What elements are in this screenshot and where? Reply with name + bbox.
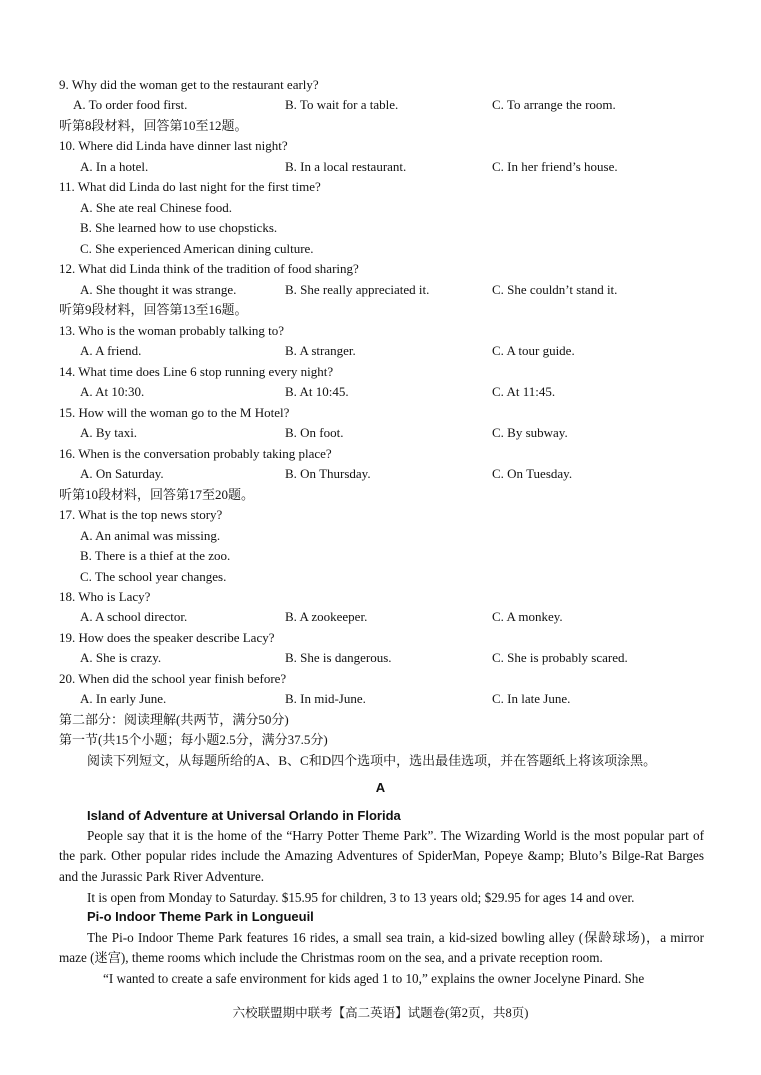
passage-letter: A: [375, 780, 386, 795]
option-b: B. She is dangerous.: [285, 650, 392, 665]
option-a: A. A friend.: [80, 343, 142, 358]
option-a: A. She is crazy.: [80, 650, 162, 665]
option-c: C. By subway.: [492, 425, 568, 440]
option-b: B. She really appreciated it.: [285, 282, 430, 297]
passage-body-2: [59, 888, 704, 908]
option-a: A. On Saturday.: [80, 466, 164, 481]
option-c: C. She couldn’t stand it.: [492, 282, 618, 297]
option-b: B. In a local restaurant.: [285, 159, 407, 174]
part-2-title: 第二部分：阅读理解(共两节，满分50分): [59, 712, 289, 727]
paragraph-2: It is open from Monday to Saturday. $15.95 for children, 3 to 13 years old; $29.95 for ages 14 and over.: [87, 890, 635, 905]
question-17-stem: 17. What is the top news story?: [59, 507, 223, 522]
passage-body-1: [59, 826, 704, 887]
question-13-stem: 13. Who is the woman probably talking to?: [59, 323, 285, 338]
question-14-stem: 14. What time does Line 6 stop running every night?: [59, 364, 334, 379]
paragraph-4: “I wanted to create a safe environment for kids aged 1 to 10,” explains the owner Jocelyne Pinard. She: [103, 971, 645, 986]
passage-heading-2: Pi-o Indoor Theme Park in Longueuil: [87, 909, 314, 924]
option-a: A. In early June.: [80, 691, 167, 706]
passage-body-4: [59, 969, 704, 989]
paragraph-3: The Pi-o Indoor Theme Park features 16 rides, a small sea train, a kid-sized bowling alley (保龄球场)，a mirror maze (迷宫), theme rooms which include the Christmas room on the sea, and a private reception room.: [59, 930, 704, 966]
option-c: C. On Tuesday.: [492, 466, 573, 481]
option-c: C. She is probably scared.: [492, 650, 628, 665]
option-b: B. On foot.: [285, 425, 344, 440]
option-b: B. In mid-June.: [285, 691, 366, 706]
option-a: A. At 10:30.: [80, 384, 145, 399]
instruction-material-8: 听第8段材料，回答第10至12题。: [59, 118, 248, 133]
question-9-stem: 9. Why did the woman get to the restaurant early?: [59, 77, 319, 92]
option-b: B. A stranger.: [285, 343, 356, 358]
section-1-title: 第一节(共15个小题；每小题2.5分，满分37.5分): [59, 732, 328, 747]
option-a: A. She thought it was strange.: [80, 282, 237, 297]
option-a: A. By taxi.: [80, 425, 138, 440]
paragraph-1: People say that it is the home of the “Harry Potter Theme Park”. The Wizarding World is the most popular part of the park. Other popular rides include the Amazing Adventures of SpiderMan, Popeye &amp; Bluto’s Bilge-Rat Barges and the Jurassic Park River Adventure.: [59, 828, 704, 884]
instruction-material-9: 听第9段材料，回答第13至16题。: [59, 302, 248, 317]
instruction-material-10: 听第10段材料，回答第17至20题。: [59, 487, 255, 502]
option-c: C. In late June.: [492, 691, 571, 706]
option-c: C. A monkey.: [492, 609, 563, 624]
option-c: C. To arrange the room.: [492, 97, 616, 112]
option-b: B. To wait for a table.: [285, 97, 399, 112]
option-c: C. At 11:45.: [492, 384, 556, 399]
reading-instruction: 阅读下列短文，从每题所给的A、B、C和D四个选项中，选出最佳选项，并在答题纸上将该项涂黑。: [87, 753, 657, 768]
question-10-stem: 10. Where did Linda have dinner last night?: [59, 138, 288, 153]
exam-page: 9. Why did the woman get to the restaurant early? A. To order food first. B. To wait for a table. C. To arrange the room. 听第8段材料，回答第10至12题。 10. Where did Linda have dinner last night? A. In a hotel. B. In a local restaurant. C. In her friend’s house. 11. What did Linda do last night for the first time? A. She ate real Chinese food. B. She learned how to use chopsticks. C. She experienced American dining culture. 12. What did Linda think of the tradition of food sharing? A. She thought it was strange. B. She really appreciated it. C. She couldn’t stand it. 听第9段材料，回答第13至16题。 13. Who is the woman probably talking to? A. A friend. B. A stranger. C. A tour guide. 14. What time does Line 6 stop running every night? A. At 10:30. B. At 10:45. C. At 11:45. 15. How will the woman go to the M Hotel? A. By taxi. B. On foot. C. By subway. 16. When is the conversation probably taking place? A. On Saturday. B. On Thursday. C. On Tuesday. 听第10段材料，回答第17至20题。 17. What is the top news story? A. An animal was missing. B. There is a thief at the zoo. C. The school year changes. 18. Who is Lacy? A. A school director. B. A zookeeper. C. A monkey. 19. How does the speaker describe Lacy? A. She is crazy. B. She is dangerous. C. She is probably scared. 20. When did the school year finish before? A. In early June. B. In mid-June. C. In late June. 第二部分：阅读理解(共两节，满分50分) 第一节(共15个小题；每小题2.5分，满分37.5分) 阅读下列短文，从每题所给的A、B、C和D四个选项中，选出最佳选项，并在答题纸上将该项涂黑。 A Island of Adventure at Universal Orlando in Florida People say that it is the home of the “Harry Potter Theme Park”. The Wizarding World is the most popular part of the park. Other popular rides include the Amazing Adventures of SpiderMan, Popeye &amp; Bluto’s Bilge-Rat Barges and the Jurassic Park River Adventure. It is open from Monday to Saturday. $15.95 for children, 3 to 13 years old; $29.95 for ages 14 and over. Pi-o Indoor Theme Park in Longueuil The Pi-o Indoor Theme Park features 16 rides, a small sea train, a kid-sized bowling alley (保龄球场)，a mirror maze (迷宫), theme rooms which include the Christmas room on the sea, and a private reception room. “I wanted to create a safe environment for kids aged 1 to 10,” explains the owner Jocelyne Pinard. She 六校联盟期中联考【高二英语】试题卷(第2页，共8页): [0, 0, 761, 1075]
option-b: B. At 10:45.: [285, 384, 349, 399]
question-19-stem: 19. How does the speaker describe Lacy?: [59, 630, 275, 645]
option-c: C. A tour guide.: [492, 343, 575, 358]
option-c: C. In her friend’s house.: [492, 159, 618, 174]
question-18-stem: 18. Who is Lacy?: [59, 589, 151, 604]
question-16-stem: 16. When is the conversation probably taking place?: [59, 446, 332, 461]
option-a: A. A school director.: [80, 609, 188, 624]
question-15-stem: 15. How will the woman go to the M Hotel?: [59, 405, 290, 420]
option-a: A. In a hotel.: [80, 159, 149, 174]
passage-body-3: [59, 928, 704, 969]
question-11-stem: 11. What did Linda do last night for the first time?: [59, 179, 321, 194]
option-a: A. To order food first.: [73, 97, 188, 112]
option-b: B. On Thursday.: [285, 466, 371, 481]
page-footer: 六校联盟期中联考【高二英语】试题卷(第2页，共8页): [232, 1006, 529, 1020]
option-b: B. A zookeeper.: [285, 609, 368, 624]
question-20-stem: 20. When did the school year finish before?: [59, 671, 287, 686]
question-12-stem: 12. What did Linda think of the tradition of food sharing?: [59, 261, 359, 276]
passage-heading-1: Island of Adventure at Universal Orlando in Florida: [87, 808, 401, 823]
